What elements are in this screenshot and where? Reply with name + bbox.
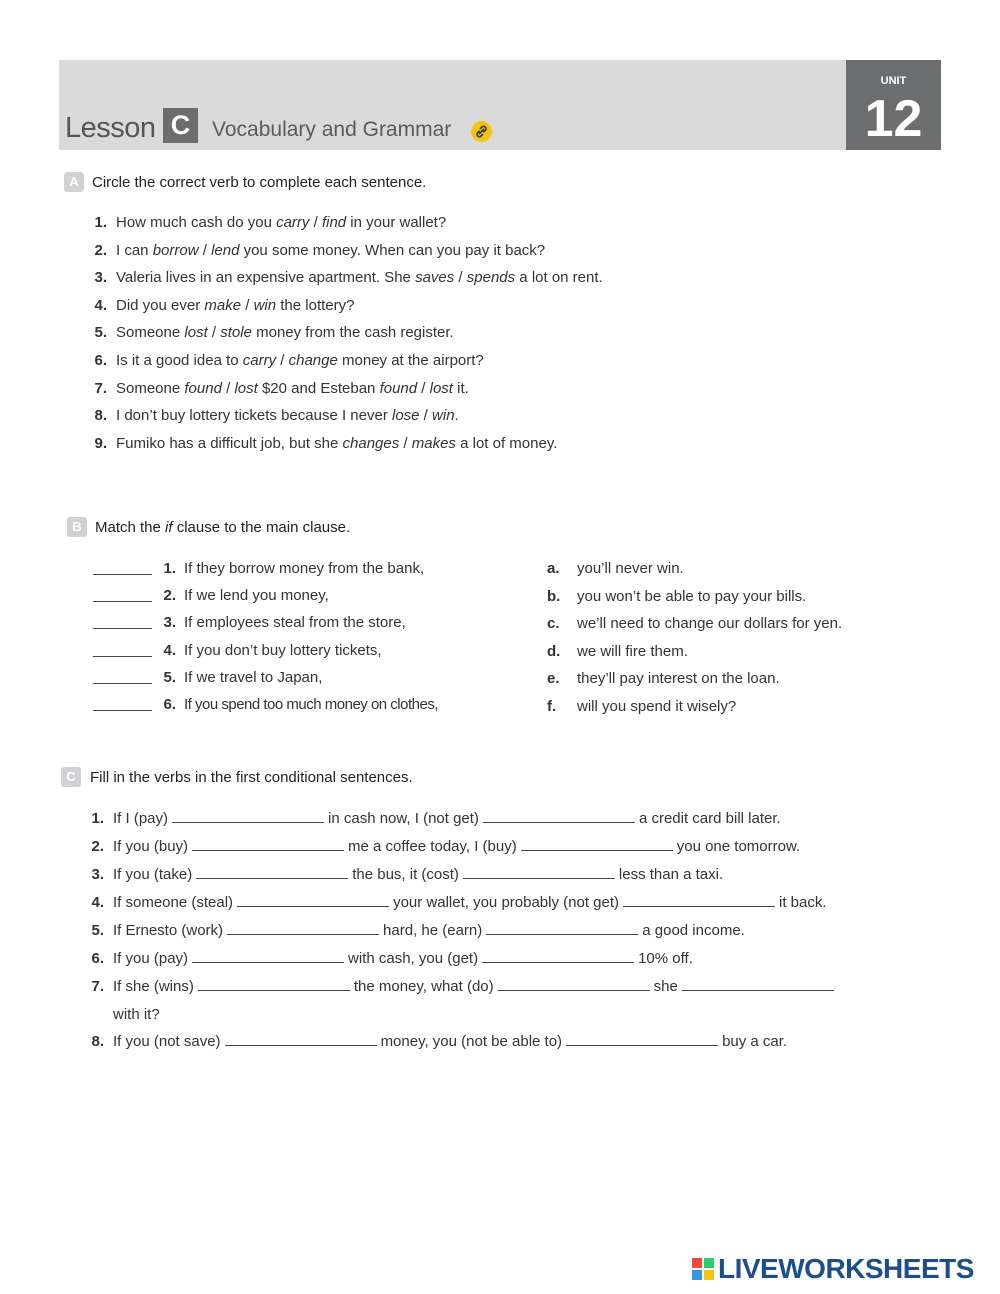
liveworksheets-logo-text: LIVEWORKSHEETS — [718, 1253, 974, 1284]
item-number: 9. — [94, 434, 107, 452]
lesson-header — [59, 60, 846, 150]
sentence-text: If you (take) — [113, 866, 193, 883]
instruction-pre: Match the — [95, 519, 166, 536]
sentence-text: a lot of money. — [455, 434, 558, 452]
verb-option[interactable]: makes — [411, 434, 456, 452]
verb-option[interactable]: changes — [342, 434, 400, 452]
if-clause: If they borrow money from the bank, — [184, 560, 425, 577]
verb-option[interactable]: win — [432, 407, 455, 425]
main-clause: will you spend it wisely? — [577, 698, 737, 715]
answer-blank[interactable] — [93, 656, 152, 657]
sentence-text: If I (pay) — [113, 810, 169, 827]
option-letter: d. — [547, 642, 561, 660]
sentence-text: you one tomorrow. — [676, 838, 801, 855]
sentence-continuation: with it? — [113, 1006, 160, 1023]
sentence-text: she — [653, 978, 678, 995]
sentence-text: / — [454, 269, 467, 287]
sentence-text: in your wallet? — [346, 214, 447, 231]
option-letter: a. — [547, 560, 560, 577]
sentence-text: If you (pay) — [113, 950, 189, 967]
sentence — [116, 242, 545, 259]
answer-blank[interactable] — [227, 934, 379, 935]
sentence-text: If Ernesto (work) — [113, 922, 224, 939]
sentence-text: If you (buy) — [113, 838, 189, 855]
sentence — [116, 269, 603, 286]
answer-blank[interactable] — [172, 822, 324, 823]
sentence — [116, 407, 459, 424]
unit-number: 12 — [864, 90, 923, 148]
verb-option[interactable]: carry — [242, 352, 277, 369]
answer-blank[interactable] — [237, 906, 389, 907]
if-clause: If employees steal from the store, — [184, 614, 406, 632]
item-number: 2. — [94, 241, 107, 259]
sentence-text: Someone — [116, 379, 185, 397]
verb-option[interactable]: lose — [391, 407, 420, 425]
sentence-text: / — [419, 407, 433, 425]
if-clause: If you spend too much money on clothes, — [184, 696, 438, 713]
link-icon[interactable] — [471, 121, 492, 142]
sentence — [113, 922, 745, 939]
sentence-text: I can — [116, 241, 153, 259]
sentence-text: How much cash do you — [116, 214, 277, 231]
section-b-instruction — [95, 519, 350, 536]
sentence-text: your wallet, you probably (not get) — [393, 894, 620, 911]
main-clause: we will fire them. — [577, 642, 688, 660]
item-number: 1. — [163, 560, 176, 577]
sentence-text: Fumiko has a difficult job, but she — [116, 434, 343, 452]
sentence-text: a lot on rent. — [515, 269, 603, 287]
answer-blank[interactable] — [93, 683, 152, 684]
verb-option[interactable]: change — [288, 352, 338, 369]
sentence-text: a good income. — [642, 922, 745, 939]
option-letter: f. — [547, 698, 557, 715]
sentence-text: / — [241, 296, 254, 314]
sentence — [113, 866, 723, 883]
sentence-text: If she (wins) — [113, 978, 194, 995]
answer-blank[interactable] — [93, 710, 152, 711]
answer-blank[interactable] — [93, 601, 152, 602]
sentence-text: money from the cash register. — [251, 324, 454, 342]
sentence-text: buy a car. — [722, 1033, 788, 1050]
sentence-text: Is it a good idea to — [116, 352, 243, 369]
sentence — [113, 810, 781, 827]
item-number: 1. — [91, 810, 104, 827]
verb-option[interactable]: make — [204, 296, 242, 314]
item-number: 6. — [94, 352, 107, 369]
verb-option[interactable]: find — [321, 214, 347, 231]
main-clause: they’ll pay interest on the loan. — [577, 670, 780, 688]
main-clause: you’ll never win. — [577, 560, 684, 577]
sentence — [116, 297, 354, 314]
section-a-badge: A — [64, 172, 84, 192]
lesson-title: Vocabulary and Grammar — [212, 118, 452, 141]
sentence — [113, 894, 827, 911]
verb-option[interactable]: stole — [220, 324, 252, 342]
option-letter: b. — [547, 587, 561, 605]
lesson-word: Lesson — [65, 112, 156, 144]
sentence-text: the lottery? — [276, 296, 355, 314]
main-clause: we’ll need to change our dollars for yen. — [577, 615, 843, 633]
main-clause: you won’t be able to pay your bills. — [577, 587, 807, 605]
item-number: 2. — [91, 838, 104, 855]
answer-blank[interactable] — [521, 850, 673, 851]
sentence — [113, 950, 693, 967]
sentence-text: / — [198, 241, 212, 259]
sentence — [116, 214, 446, 231]
sentence — [113, 1033, 787, 1050]
if-clause: If we lend you money, — [184, 587, 329, 605]
sentence-text: I don’t buy lottery tickets because I never — [116, 407, 392, 425]
if-clause: If we travel to Japan, — [184, 668, 323, 686]
answer-blank[interactable] — [682, 990, 834, 991]
item-number: 3. — [94, 269, 107, 287]
sentence-text: money, you (not be able to) — [380, 1033, 563, 1050]
sentence-text: you some money. When can you pay it back? — [239, 241, 546, 259]
verb-option[interactable]: borrow — [152, 241, 199, 259]
if-clause: If you don’t buy lottery tickets, — [184, 641, 382, 659]
sentence-text: it back. — [779, 894, 827, 911]
sentence-text: If someone (steal) — [113, 894, 234, 911]
sentence — [113, 838, 800, 855]
sentence-text: Someone — [116, 324, 185, 342]
sentence-text: / — [276, 352, 289, 369]
section-c-badge: C — [61, 767, 81, 787]
lesson-letter: C — [163, 108, 198, 143]
sentence-text: the bus, it (cost) — [352, 866, 459, 883]
item-number: 4. — [94, 296, 107, 314]
answer-blank[interactable] — [196, 878, 348, 879]
answer-blank[interactable] — [198, 990, 350, 991]
option-letter: e. — [547, 670, 560, 688]
sentence-text: less than a taxi. — [618, 866, 724, 883]
verb-option[interactable]: saves — [415, 269, 455, 287]
item-number: 1. — [94, 214, 107, 231]
sentence-text: the money, what (do) — [353, 978, 494, 995]
sentence-text: Valeria lives in an expensive apartment. She — [116, 269, 416, 287]
sentence — [113, 978, 838, 995]
sentence-text: . — [454, 407, 459, 425]
answer-blank[interactable] — [192, 962, 344, 963]
sentence-text: Did you ever — [116, 296, 205, 314]
verb-option[interactable]: spends — [466, 269, 516, 287]
answer-blank[interactable] — [225, 1045, 377, 1046]
answer-blank[interactable] — [566, 1045, 718, 1046]
verb-option[interactable]: lost — [184, 324, 208, 342]
item-number: 7. — [91, 978, 104, 995]
sentence-text: me a coffee today, I (buy) — [348, 838, 517, 855]
answer-blank[interactable] — [482, 962, 634, 963]
verb-option[interactable]: found — [184, 379, 222, 397]
item-number: 4. — [91, 894, 104, 911]
section-b-badge: B — [67, 517, 87, 537]
verb-option[interactable]: lend — [211, 241, 240, 259]
sentence-text: it. — [452, 379, 469, 397]
sentence-text: If you (not save) — [113, 1033, 221, 1050]
unit-label: UNIT — [880, 75, 907, 87]
verb-option[interactable]: win — [253, 296, 277, 314]
sentence-text: 10% off. — [638, 950, 693, 967]
section-a-instruction: Circle the correct verb to complete each sentence. — [92, 174, 427, 191]
answer-blank[interactable] — [93, 628, 152, 629]
verb-option[interactable]: carry — [276, 214, 310, 231]
sentence-text: / — [221, 379, 235, 397]
answer-blank[interactable] — [498, 990, 650, 991]
item-number: 6. — [163, 696, 176, 713]
verb-option[interactable]: found — [379, 379, 418, 397]
section-c-instruction: Fill in the verbs in the first conditional sentences. — [90, 769, 413, 786]
answer-blank[interactable] — [463, 878, 615, 879]
item-number: 8. — [94, 407, 107, 425]
unit-box — [846, 60, 941, 150]
answer-blank[interactable] — [192, 850, 344, 851]
answer-blank[interactable] — [486, 934, 638, 935]
answer-blank[interactable] — [623, 906, 775, 907]
liveworksheets-logo-icon — [692, 1258, 714, 1280]
sentence-text: / — [399, 434, 412, 452]
item-number: 2. — [163, 587, 176, 605]
option-letter: c. — [547, 615, 560, 633]
verb-option[interactable]: lost — [429, 379, 453, 397]
instruction-post: clause to the main clause. — [172, 519, 351, 536]
answer-blank[interactable] — [483, 822, 635, 823]
sentence-text: with cash, you (get) — [348, 950, 479, 967]
sentence-text: / — [417, 379, 430, 397]
item-number: 4. — [163, 641, 176, 659]
item-number: 5. — [94, 324, 107, 342]
sentence — [116, 380, 469, 397]
item-number: 8. — [91, 1033, 104, 1050]
sentence-text: / — [207, 324, 221, 342]
verb-option[interactable]: lost — [234, 379, 258, 397]
sentence-text: money at the airport? — [337, 352, 484, 369]
item-number: 5. — [163, 668, 176, 686]
instruction-if: if — [165, 519, 173, 536]
item-number: 5. — [91, 922, 104, 939]
item-number: 3. — [91, 866, 104, 883]
sentence-text: in cash now, I (not get) — [328, 810, 479, 827]
sentence — [116, 435, 557, 452]
sentence — [116, 352, 484, 369]
sentence-text: a credit card bill later. — [638, 810, 781, 827]
item-number: 3. — [163, 614, 176, 632]
sentence-text: / — [309, 214, 322, 231]
sentence-text: hard, he (earn) — [383, 922, 483, 939]
answer-blank[interactable] — [93, 574, 152, 575]
sentence-text: $20 and Esteban — [257, 379, 380, 397]
sentence — [116, 324, 454, 341]
item-number: 7. — [94, 379, 107, 397]
item-number: 6. — [91, 950, 104, 967]
